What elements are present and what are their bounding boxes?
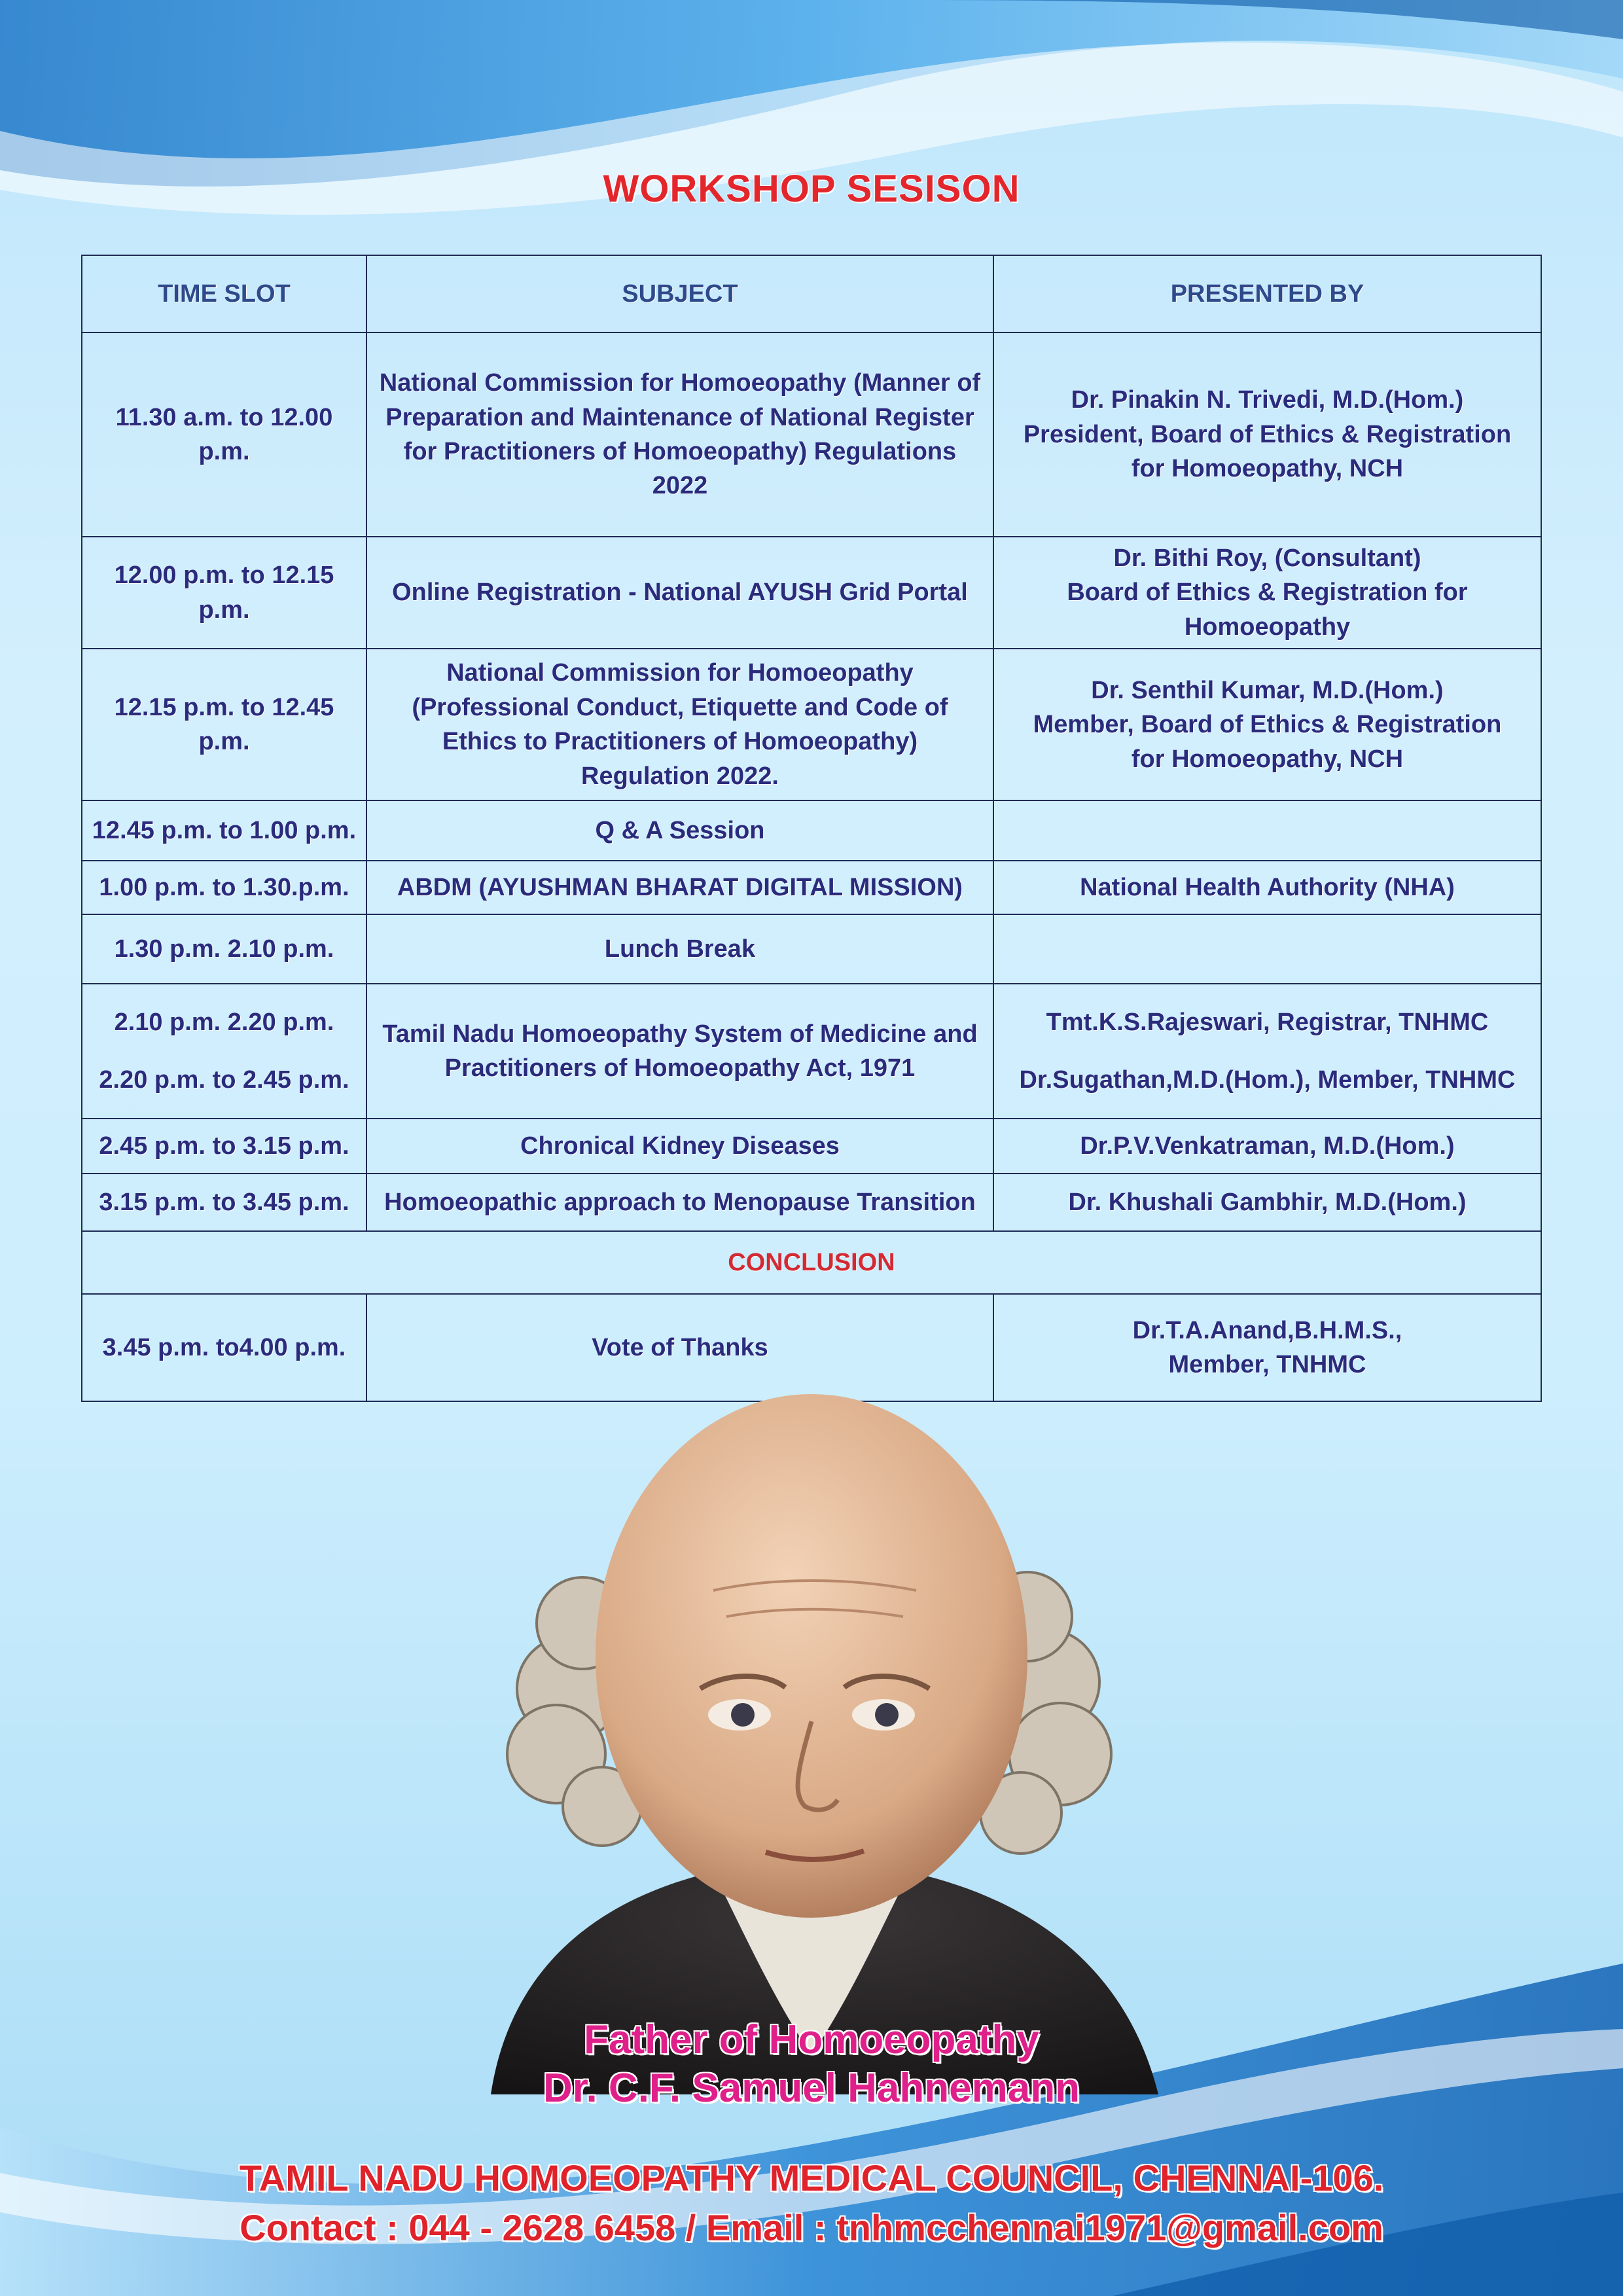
presenter-empty (993, 914, 1541, 984)
time-slot: 11.30 a.m. to 12.00 p.m. (82, 332, 366, 537)
table-header-row (82, 255, 1541, 332)
header-time-slot: TIME SLOT (82, 255, 366, 332)
portrait-caption (0, 2016, 1623, 2113)
time-slot-line: 2.10 p.m. 2.20 p.m. (114, 1008, 334, 1036)
time-slot: 1.30 p.m. 2.10 p.m. (82, 914, 366, 984)
time-slot: 12.00 p.m. to 12.15 p.m. (82, 537, 366, 649)
presenter-line: Dr.Sugathan,M.D.(Hom.), Member, TNHMC (1019, 1066, 1516, 1094)
subject: Tamil Nadu Homoeopathy System of Medicine and Practitioners of Homoeopathy Act, 1971 (366, 984, 993, 1119)
presenter-line: Board of Ethics & Registration for Homoeopathy (1067, 579, 1468, 641)
presenter (993, 649, 1541, 800)
time-slot: 2.45 p.m. to 3.15 p.m. (82, 1119, 366, 1174)
conclusion-label: CONCLUSION (82, 1231, 1541, 1294)
presenter (993, 984, 1541, 1119)
presenter-line: Dr. Senthil Kumar, M.D.(Hom.) (1091, 676, 1444, 704)
presenter-line: for Homoeopathy, NCH (1131, 455, 1404, 483)
page-title: WORKSHOP SESISON (603, 168, 1020, 210)
table-row (82, 861, 1541, 914)
subject: Lunch Break (366, 914, 993, 984)
presenter-line: Member, TNHMC (1168, 1351, 1366, 1379)
subject: Online Registration - National AYUSH Grid Portal (366, 537, 993, 649)
subject: Chronical Kidney Diseases (366, 1119, 993, 1174)
footer (0, 2153, 1623, 2252)
time-slot: 3.15 p.m. to 3.45 p.m. (82, 1174, 366, 1231)
presenter-line: Dr. Bithi Roy, (Consultant) (1113, 545, 1421, 572)
time-slot: 3.45 p.m. to4.00 p.m. (82, 1294, 366, 1401)
hahnemann-portrait-icon (406, 1374, 1217, 2094)
time-slot: 12.15 p.m. to 12.45 p.m. (82, 649, 366, 800)
council-name: TAMIL NADU HOMOEOPATHY MEDICAL COUNCIL, CHENNAI-106. (239, 2157, 1384, 2198)
table-row (82, 537, 1541, 649)
presenter: Dr. Khushali Gambhir, M.D.(Hom.) (993, 1174, 1541, 1231)
header-presented-by: PRESENTED BY (993, 255, 1541, 332)
presenter (993, 332, 1541, 537)
time-slot: 1.00 p.m. to 1.30.p.m. (82, 861, 366, 914)
header-subject: SUBJECT (366, 255, 993, 332)
presenter: Dr.P.V.Venkatraman, M.D.(Hom.) (993, 1119, 1541, 1174)
subject: Q & A Session (366, 800, 993, 861)
presenter-line: Member, Board of Ethics & Registration (1033, 711, 1502, 739)
presenter-line: Dr.T.A.Anand,B.H.M.S., (1132, 1316, 1402, 1344)
subject: Vote of Thanks (366, 1294, 993, 1401)
time-slot-line: 2.20 p.m. to 2.45 p.m. (99, 1066, 349, 1094)
table-row (82, 984, 1541, 1119)
table-row (82, 1119, 1541, 1174)
contact-info: Contact : 044 - 2628 6458 / Email : tnhmcchennai1971@gmail.com (240, 2206, 1383, 2248)
subject: Homoeopathic approach to Menopause Transition (366, 1174, 993, 1231)
presenter-line: President, Board of Ethics & Registration (1023, 420, 1512, 448)
table-row (82, 332, 1541, 537)
presenter-line: Tmt.K.S.Rajeswari, Registrar, TNHMC (1046, 1008, 1489, 1036)
time-slot (82, 984, 366, 1119)
table-row (82, 1174, 1541, 1231)
presenter-line: for Homoeopathy, NCH (1131, 745, 1404, 773)
conclusion-row (82, 1231, 1541, 1294)
caption-name: Dr. C.F. Samuel Hahnemann (543, 2066, 1080, 2111)
presenter-empty (993, 800, 1541, 861)
caption-title: Father of Homoeopathy (584, 2017, 1039, 2062)
presenter: National Health Authority (NHA) (993, 861, 1541, 914)
subject: National Commission for Homoeopathy (Manner of Preparation and Maintenance of National Register for Practitioners of Homoeopathy) Regulations 2022 (366, 332, 993, 537)
subject: ABDM (AYUSHMAN BHARAT DIGITAL MISSION) (366, 861, 993, 914)
table-row (82, 914, 1541, 984)
workshop-schedule-table (81, 255, 1542, 1402)
presenter (993, 537, 1541, 649)
time-slot: 12.45 p.m. to 1.00 p.m. (82, 800, 366, 861)
table-row (82, 800, 1541, 861)
presenter-line: Dr. Pinakin N. Trivedi, M.D.(Hom.) (1071, 386, 1464, 414)
subject: National Commission for Homoeopathy (Professional Conduct, Etiquette and Code of Ethics to Practitioners of Homoeopathy) Regulation 2022. (366, 649, 993, 800)
table-row (82, 649, 1541, 800)
